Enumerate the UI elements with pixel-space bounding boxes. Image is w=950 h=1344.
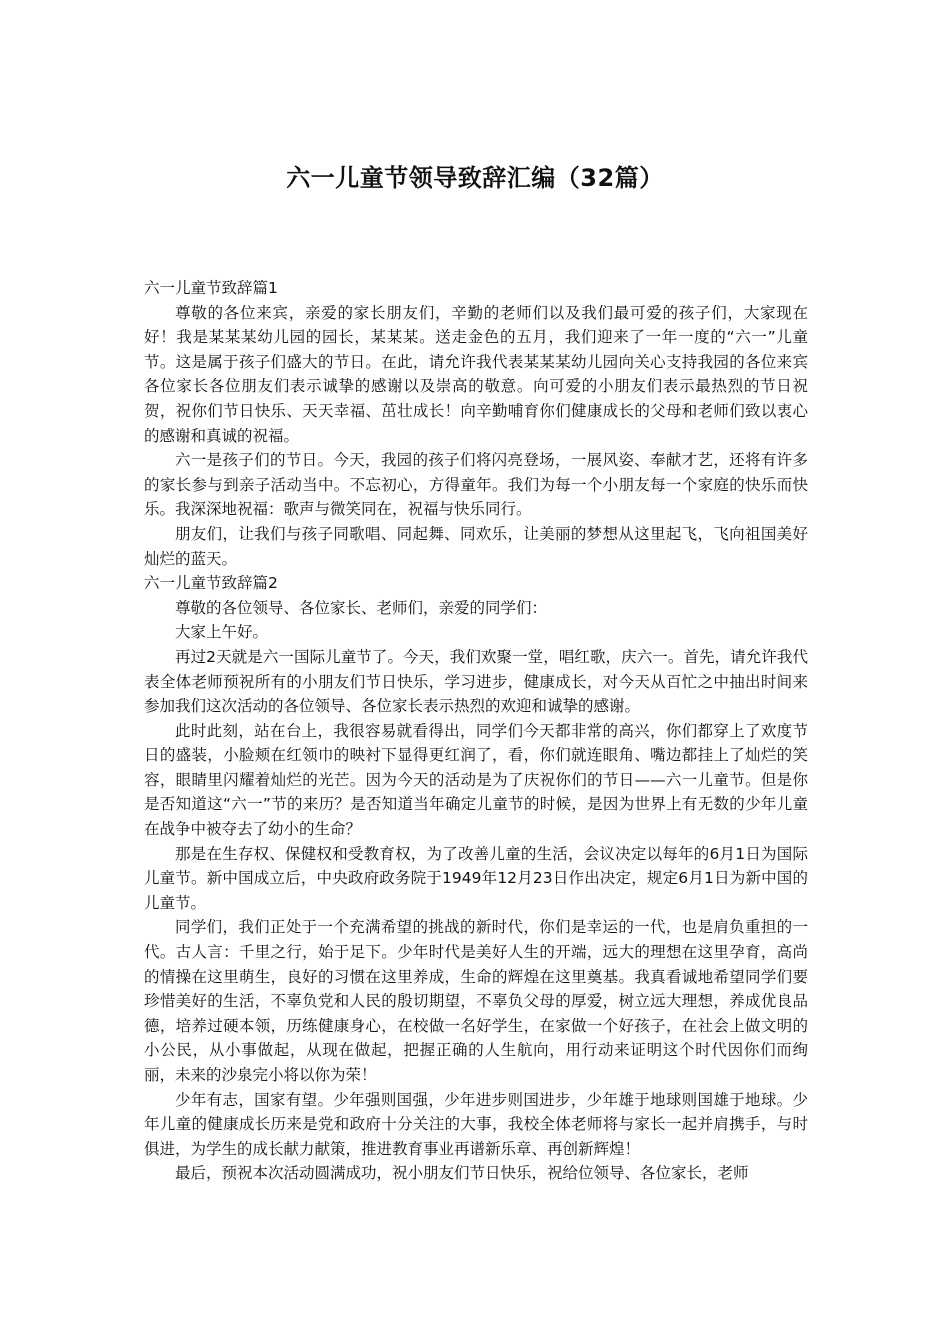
paragraph: 尊敬的各位领导、各位家长、老师们，亲爱的同学们： [175, 598, 548, 617]
paragraph: 尊敬的各位来宾，亲爱的家长朋友们，辛勤的老师们以及我们最可爱的孩子们，大家现在好！我是某某某幼儿园的园长，某某某。送走金色的五月，我们迎来了一年一度的“六一”儿童节。这是属于孩子们盛大的节日。在此，请允许我代表某某某幼儿园向关心支持我园的各位来宾各位家长各位朋友们表示诚挚的感谢以及崇高的敬意。向可爱的小朋友们表示最热烈的节日祝贺，祝你们节日快乐、天天幸福、茁壮成长！向辛勤哺育你们健康成长的父母和老师们致以衷心的感谢和真诚的祝福。 [144, 303, 808, 445]
paragraph: 那是在生存权、保健权和受教育权，为了改善儿童的生活，会议决定以每年的6月1日为国际儿童节。新中国成立后，中央政府政务院于1949年12月23日作出决定，规定6月1日为新中国的儿童节。 [144, 844, 808, 912]
paragraph: 同学们，我们正处于一个充满希望的挑战的新时代，你们是幸运的一代，也是肩负重担的一代。古人言：千里之行，始于足下。少年时代是美好人生的开端，远大的理想在这里孕育，高尚的情操在这里萌生，良好的习惯在这里养成，生命的辉煌在这里奠基。我真看诚地希望同学们要珍惜美好的生活，不辜负党和人民的殷切期望，不辜负父母的厚爱，树立远大理想，养成优良品德，培养过硬本领，历练健康身心，在校做一名好学生，在家做一个好孩子，在社会上做文明的小公民，从小事做起，从现在做起，把握正确的人生航向，用行动来证明这个时代因你们而绚丽，未来的沙泉完小将以你为荣！ [144, 918, 808, 1084]
paragraph: 此时此刻，站在台上，我很容易就看得出，同学们今天都非常的高兴，你们都穿上了欢度节日的盛装，小脸颊在红领巾的映衬下显得更红润了，看，你们就连眼角、嘴边都挂上了灿烂的笑容，眼睛里闪耀着灿烂的光芒。因为今天的活动是为了庆祝你们的节日——六一儿童节。但是你是否知道这“六一”节的来历？是否知道当年确定儿童节的时候，是因为世界上有无数的少年儿童在战争中被夺去了幼小的生命？ [144, 721, 808, 839]
document-body [144, 276, 808, 1186]
paragraph: 朋友们，让我们与孩子同歌唱、同起舞、同欢乐，让美丽的梦想从这里起飞，飞向祖国美好灿烂的蓝天。 [144, 524, 808, 568]
paragraph: 最后，预祝本次活动圆满成功，祝小朋友们节日快乐，祝给位领导、各位家长，老师 [175, 1164, 749, 1183]
paragraph: 再过2天就是六一国际儿童节了。今天，我们欢聚一堂，唱红歌，庆六一。首先，请允许我代表全体老师预祝所有的小朋友们节日快乐，学习进步，健康成长，对今天从百忙之中抽出时间来参加我们这次活动的各位领导、各位家长表示热烈的欢迎和诚挚的感谢。 [144, 647, 808, 716]
section-heading: 六一儿童节致辞篇2 [144, 574, 278, 593]
paragraph: 六一是孩子们的节日。今天，我园的孩子们将闪亮登场，一展风姿、奉献才艺，还将有许多的家长参与到亲子活动当中。不忘初心，方得童年。我们为每一个小朋友每一个家庭的快乐而快乐。我深深地祝福：歌声与微笑同在，祝福与快乐同行。 [144, 451, 808, 519]
section-heading: 六一儿童节致辞篇1 [144, 279, 278, 297]
document-title: 六一儿童节领导致辞汇编（32篇） [286, 164, 664, 192]
paragraph: 少年有志，国家有望。少年强则国强，少年进步则国进步，少年雄于地球则国雄于地球。少年儿童的健康成长历来是党和政府十分关注的大事，我校全体老师将与家长一起并肩携手，与时俱进，为学生的成长献力献策，推进教育事业再谱新乐章、再创新辉煌！ [144, 1090, 808, 1158]
paragraph: 大家上午好。 [175, 623, 269, 642]
